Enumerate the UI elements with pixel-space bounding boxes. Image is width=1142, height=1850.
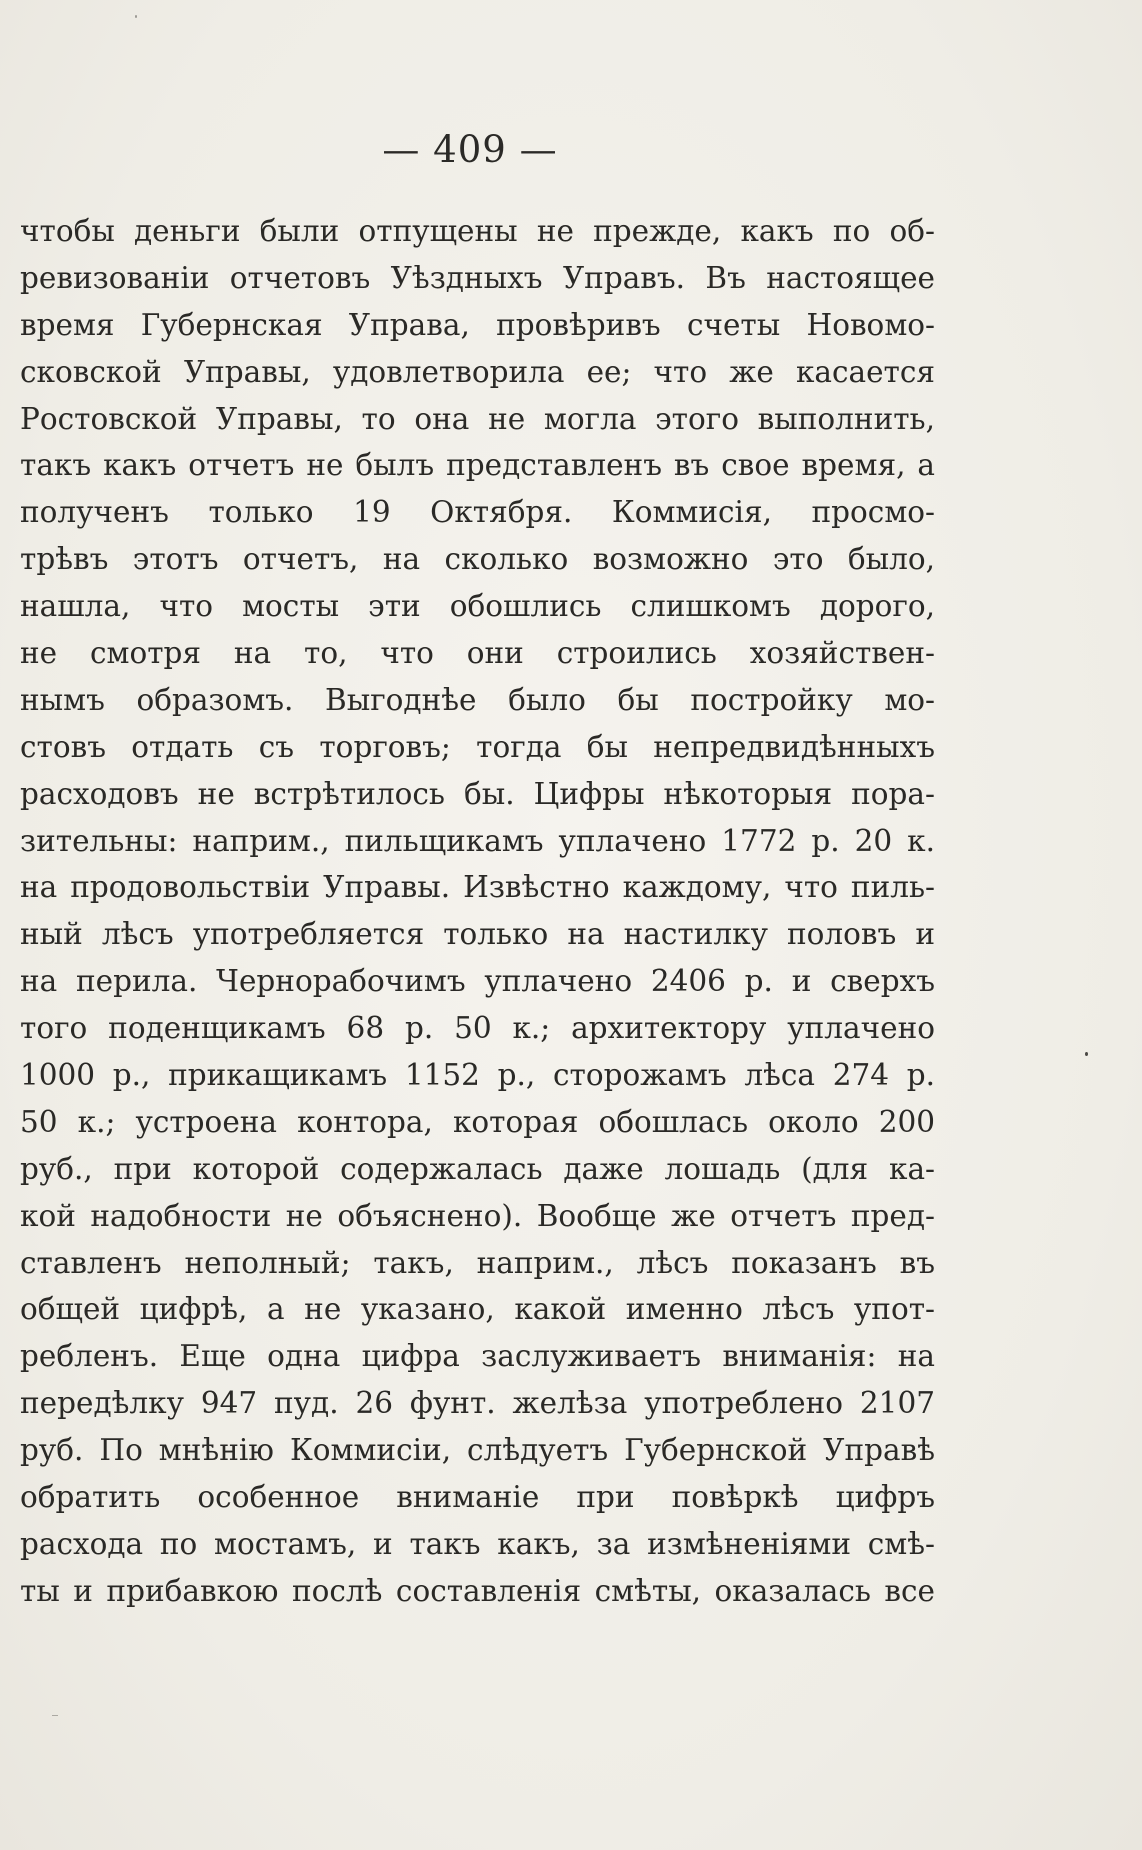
text-line: полученъ только 19 Октября. Коммисія, просмо- [20, 495, 935, 530]
text-line: того поденщикамъ 68 р. 50 к.; архитектору уплачено [20, 1011, 935, 1046]
body-text [20, 208, 935, 1615]
text-line: расхода по мостамъ, и такъ какъ, за измѣненіями смѣ- [20, 1526, 935, 1561]
text-line: обратить особенное вниманіе при повѣркѣ цифръ [20, 1480, 935, 1515]
page-number: — 409 — [382, 128, 558, 171]
text-line: ный лѣсъ употребляется только на настилку половъ и [20, 917, 935, 952]
text-line: кой надобности не объяснено). Вообще же отчетъ пред- [20, 1198, 935, 1233]
text-line: нашла, что мосты эти обошлись слишкомъ дорого, [20, 589, 935, 624]
paper-speck [135, 15, 137, 18]
paper-speck [52, 1715, 58, 1716]
text-line: трѣвъ этотъ отчетъ, на сколько возможно это было, [20, 542, 935, 577]
text-line: на перила. Чернорабочимъ уплачено 2406 р. и сверхъ [20, 964, 935, 999]
text-line: нымъ образомъ. Выгоднѣе было бы постройку мо- [20, 682, 935, 717]
text-line: ребленъ. Еще одна цифра заслуживаетъ вниманія: на [20, 1339, 935, 1374]
paper-speck [1085, 1052, 1088, 1056]
text-line: ты и прибавкою послѣ составленія смѣты, оказалась все [20, 1573, 935, 1608]
text-line: зительны: наприм., пильщикамъ уплачено 1772 р. 20 к. [20, 823, 935, 858]
text-line: 1000 р., прикащикамъ 1152 р., сторожамъ лѣса 274 р. [20, 1058, 935, 1093]
text-line: чтобы деньги были отпущены не прежде, какъ по об- [20, 214, 935, 248]
text-line: Ростовской Управы, то она не могла этого выполнить, [20, 401, 935, 436]
text-line: руб., при которой содержалась даже лошадь (для ка- [20, 1151, 935, 1186]
text-line: время Губернская Управа, провѣривъ счеты Новомо- [20, 307, 935, 342]
text-line: руб. По мнѣнію Коммисіи, слѣдуетъ Губернской Управѣ [20, 1433, 935, 1468]
text-line: 50 к.; устроена контора, которая обошлась около 200 [20, 1104, 935, 1139]
text-line: сковской Управы, удовлетворила ее; что же касается [20, 354, 935, 389]
text-line: такъ какъ отчетъ не былъ представленъ въ свое время, а [20, 448, 935, 483]
text-line: на продовольствіи Управы. Извѣстно каждому, что пиль- [20, 870, 935, 905]
text-line: не смотря на то, что они строились хозяйствен- [20, 636, 935, 671]
text-line: стовъ отдать съ торговъ; тогда бы непредвидѣнныхъ [20, 729, 935, 764]
text-line: ревизованіи отчетовъ Уѣздныхъ Управъ. Въ настоящее [20, 260, 935, 295]
text-line: общей цифрѣ, а не указано, какой именно лѣсъ упот- [20, 1292, 935, 1327]
text-line: расходовъ не встрѣтилось бы. Цифры нѣкоторыя пора- [20, 776, 935, 811]
text-line: ставленъ неполный; такъ, наприм., лѣсъ показанъ въ [20, 1245, 935, 1280]
text-line: передѣлку 947 пуд. 26 фунт. желѣза употреблено 2107 [20, 1386, 935, 1421]
